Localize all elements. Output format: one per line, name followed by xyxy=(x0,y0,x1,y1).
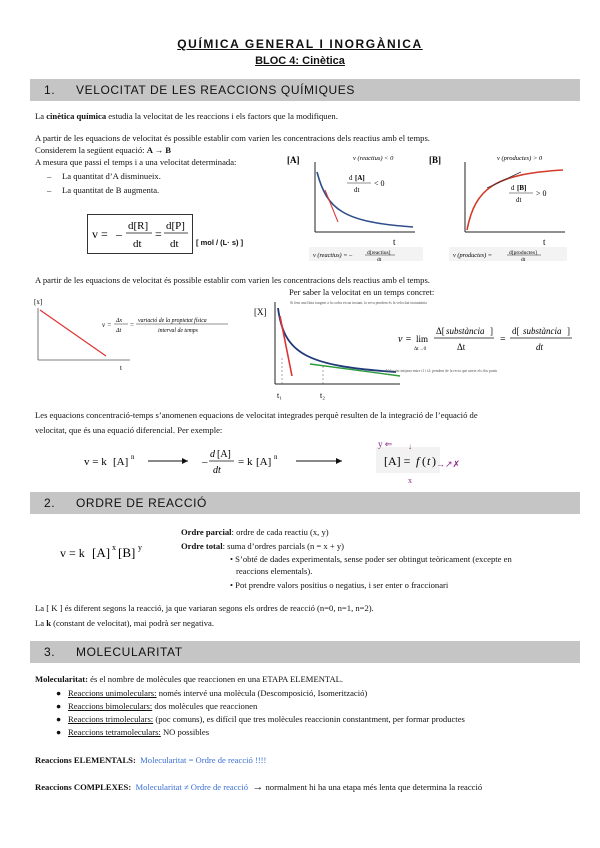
svg-text:Δt: Δt xyxy=(116,328,122,334)
list-item: – La quantitat d’A disminueix. xyxy=(47,171,161,181)
svg-text:–: – xyxy=(202,456,208,468)
paragraph-2: Considerem la següent equació: A → B xyxy=(35,145,172,155)
svg-text:d[: d[ xyxy=(512,326,520,336)
svg-text:x: x xyxy=(408,476,412,485)
rate-law xyxy=(58,537,168,567)
v-reactants-label: v (reactius) < 0 xyxy=(353,155,394,162)
svg-text:y: y xyxy=(138,543,142,552)
list-item: • Pot prendre valors positius o negatius, i ser enter o fraccionari xyxy=(230,580,449,590)
total-order: Ordre total: suma d’ordres parcials (n = x + y) xyxy=(181,541,344,551)
x-axis-label: [X] xyxy=(254,307,267,317)
product-graph xyxy=(425,150,570,264)
paragraph-6: velocitat, que és una equació diferencial. Per exemple: xyxy=(35,425,223,435)
t-axis-label-b: t xyxy=(543,237,546,247)
svg-text:n: n xyxy=(131,453,135,461)
paragraph-1: A partir de les equacions de velocitat és possible establir com varien les concentracions dels reactius amb el temps. xyxy=(35,133,430,143)
svg-text:↓: ↓ xyxy=(408,442,412,451)
molecularity-definition: Molecularitat: és el nombre de molècules que reaccionen en una ETAPA ELEMENTAL. xyxy=(35,674,344,684)
svg-text:[x]: [x] xyxy=(34,298,43,306)
svg-text:v =: v = xyxy=(398,334,412,345)
svg-text:v = k: v = k xyxy=(84,456,107,468)
list-item: ● Reaccions tetramoleculars: NO possibles xyxy=(56,727,210,737)
svg-text:dt: dt xyxy=(536,342,544,352)
svg-text:x: x xyxy=(112,543,116,552)
list-item: ● Reaccions unimoleculars: només intervé una molècula (Descomposició, Isomerització) xyxy=(56,688,368,698)
tangent-graph xyxy=(250,296,590,402)
svg-text:): ) xyxy=(432,454,436,468)
svg-text:dt: dt xyxy=(377,257,382,263)
section-2-number: 2. xyxy=(44,496,56,510)
svg-text:lim: lim xyxy=(416,334,429,344)
svg-text:substància: substància xyxy=(523,326,562,336)
svg-text:Δx: Δx xyxy=(116,318,123,324)
svg-text:v (productes) =: v (productes) = xyxy=(453,252,492,259)
t2-label: t₂ xyxy=(320,391,326,400)
svg-text:–: – xyxy=(116,227,122,241)
k-sign-text: La k (constant de velocitat), mai podrà ser negativa. xyxy=(35,618,214,628)
svg-text:=: = xyxy=(155,227,162,241)
page-subtitle: BLOC 4: Cinètica xyxy=(255,55,345,67)
svg-text:[A]: [A] xyxy=(217,449,231,460)
concrete-time-text: Per saber la velocitat en un temps concret: xyxy=(289,287,435,297)
svg-text:d: d xyxy=(210,449,215,460)
units-label: [ mol / (L· s) ] xyxy=(196,238,244,247)
b-axis-label: [B] xyxy=(429,155,441,165)
svg-text:=: = xyxy=(500,334,506,345)
section-1-number: 1. xyxy=(44,83,56,97)
svg-text:y ⇐: y ⇐ xyxy=(378,439,393,449)
svg-text:[B]: [B] xyxy=(517,184,527,192)
section-2-header xyxy=(30,492,580,514)
paragraph-4: A partir de les equacions de velocitat és possible establir com varien les concentracions dels reactius amb el temps. xyxy=(35,275,430,285)
svg-text:Δt: Δt xyxy=(457,342,466,352)
svg-text:[A]: [A] xyxy=(92,545,111,560)
intro-text: La cinètica química estudia la velocitat de les reaccions i els factors que la modifiquen. xyxy=(35,111,338,121)
section-3-title: MOLECULARITAT xyxy=(76,645,183,659)
svg-text:d: d xyxy=(349,174,353,182)
svg-text:=: = xyxy=(130,321,134,329)
svg-text:(: ( xyxy=(422,454,426,468)
svg-text:dt: dt xyxy=(170,238,179,250)
rate-formula-box xyxy=(87,214,193,254)
svg-text:Δ[: Δ[ xyxy=(436,326,445,336)
svg-text:t: t xyxy=(120,364,122,372)
svg-text:variació de la propietat físic: variació de la propietat física xyxy=(138,318,207,324)
list-item: – La quantitat de B augmenta. xyxy=(47,185,160,195)
section-2-title: ORDRE DE REACCIÓ xyxy=(76,496,207,510)
svg-text:dt: dt xyxy=(213,465,221,476)
svg-text:[B]: [B] xyxy=(118,545,136,560)
svg-text:Δt→0: Δt→0 xyxy=(414,347,427,352)
svg-text:[A]: [A] xyxy=(355,174,365,182)
t-axis-label: t xyxy=(393,237,396,247)
svg-text:dt: dt xyxy=(521,257,526,263)
svg-text:v =: v = xyxy=(102,321,112,329)
svg-text:d[P]: d[P] xyxy=(166,220,185,232)
v-products-label: v (productes) > 0 xyxy=(497,155,543,162)
svg-text:[A]: [A] xyxy=(256,456,272,468)
partial-order: Ordre parcial: ordre de cada reactiu (x, y) xyxy=(181,527,329,537)
svg-text:→↗✗: →↗✗ xyxy=(436,459,461,469)
section-1-title: VELOCITAT DE LES REACCIONS QUÍMIQUES xyxy=(76,83,355,97)
paragraph-5: Les equacions concentració-temps s’anomenen equacions de velocitat integrades perquè resulten de la integració de l’equació de xyxy=(35,410,478,420)
svg-text:v (reactius) = –: v (reactius) = – xyxy=(313,252,353,259)
page-title: QUÍMICA GENERAL I INORGÀNICA xyxy=(177,37,423,51)
svg-text:n: n xyxy=(274,453,278,461)
list-item-cont: reaccions elementals). xyxy=(236,566,313,576)
svg-text:> 0: > 0 xyxy=(536,189,547,198)
svg-text:= k: = k xyxy=(238,456,253,468)
svg-text:d[R]: d[R] xyxy=(128,220,149,232)
t1-label: t₁ xyxy=(277,391,283,400)
linear-graph xyxy=(30,294,245,372)
svg-text:substància: substància xyxy=(446,326,485,336)
svg-text:v = k: v = k xyxy=(60,546,85,560)
svg-text:v =: v = xyxy=(92,227,108,241)
svg-text:d: d xyxy=(511,184,515,192)
svg-text:t: t xyxy=(427,454,431,468)
section-3-header xyxy=(30,641,580,663)
svg-text:d[productes]: d[productes] xyxy=(509,250,537,256)
average-note: Velocitat mitjana entre t1 i t2: pendent de la recta que uneix els dos punts xyxy=(386,369,498,373)
section-1-header xyxy=(30,79,580,101)
svg-text:dt: dt xyxy=(354,186,360,194)
a-axis-label: [A] xyxy=(287,155,300,165)
svg-text:f: f xyxy=(416,454,420,468)
integrated-equations xyxy=(84,437,524,485)
svg-text:]: ] xyxy=(567,326,570,336)
svg-text:dt: dt xyxy=(133,238,142,250)
k-units-text: La [ K ] és diferent segons la reacció, ja que variaran segons els ordres de reacció (n=0, n=1, n=2). xyxy=(35,603,374,613)
svg-text:interval de temps: interval de temps xyxy=(158,328,198,334)
list-item: ● Reaccions bimoleculars: dos molècules que reaccionen xyxy=(56,701,258,711)
svg-text:dt: dt xyxy=(516,196,522,204)
svg-text:]: ] xyxy=(490,326,493,336)
svg-text:[A]: [A] xyxy=(113,456,129,468)
svg-text:[A] =: [A] = xyxy=(384,454,411,468)
elementary-reactions: Reaccions ELEMENTALS: Molecularitat = Ordre de reacció !!!! xyxy=(35,755,267,765)
svg-text:d[reactius]: d[reactius] xyxy=(367,250,391,256)
list-item: ● Reaccions trimoleculars: (poc comuns), es difícil que tres molècules reaccionin constantment, per formar productes xyxy=(56,714,465,724)
rate-formula xyxy=(88,215,192,253)
list-item: • S’obté de dades experimentals, sense poder ser obtingut teòricament (excepte en xyxy=(230,554,512,564)
section-3-number: 3. xyxy=(44,645,56,659)
svg-text:< 0: < 0 xyxy=(374,179,385,188)
complex-reactions: Reaccions COMPLEXES: Molecularitat ≠ Ordre de reacció → normalment hi ha una etapa més lenta que determina la reacció xyxy=(35,781,483,793)
tangent-note: Si fem una línia tangent a la corba en un instant, la seva pendent és la velocitat instantània xyxy=(290,301,427,305)
paragraph-3: A mesura que passi el temps i a una velocitat determinada: xyxy=(35,157,237,167)
reactant-graph xyxy=(283,150,425,264)
